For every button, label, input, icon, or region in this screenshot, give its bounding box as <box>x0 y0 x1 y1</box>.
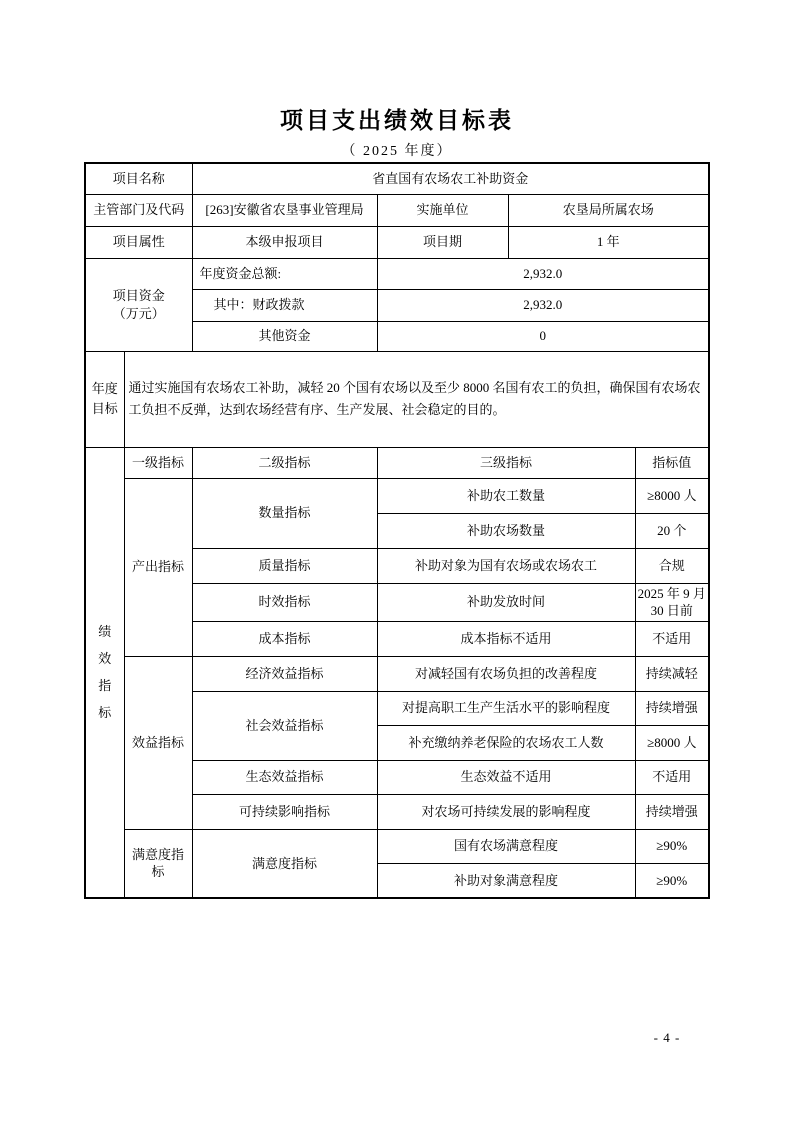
indicator-value: ≥8000 人 <box>635 725 709 760</box>
indicator-value: 持续增强 <box>635 794 709 829</box>
indicator-level3: 补助对象满意程度 <box>377 863 635 898</box>
table-row <box>85 163 709 194</box>
indicator-value: 持续减轻 <box>635 656 709 691</box>
indicator-value: 不适用 <box>635 760 709 794</box>
indicator-level3: 补助农场数量 <box>377 513 635 548</box>
header-value: 指标值 <box>635 447 709 478</box>
table-row <box>85 226 709 258</box>
period-value: 1 年 <box>508 226 709 258</box>
indicator-level3: 补助发放时间 <box>377 583 635 621</box>
indicators-section-label-text: 绩效指标 <box>98 624 112 721</box>
indicator-level1: 产出指标 <box>124 478 192 656</box>
indicator-level2: 经济效益指标 <box>192 656 377 691</box>
indicator-value: 20 个 <box>635 513 709 548</box>
indicator-value: 持续增强 <box>635 691 709 725</box>
funds-fiscal-value: 2,932.0 <box>377 289 709 321</box>
attr-value: 本级申报项目 <box>192 226 377 258</box>
table-row <box>85 656 709 691</box>
funds-label <box>85 258 192 351</box>
table-row <box>85 258 709 289</box>
indicator-level2: 质量指标 <box>192 548 377 583</box>
funds-fiscal-label: 其中：财政拨款 <box>192 289 377 321</box>
indicator-value: ≥90% <box>635 829 709 863</box>
indicator-level2: 时效指标 <box>192 583 377 621</box>
indicator-level2: 数量指标 <box>192 478 377 548</box>
table-row <box>85 447 709 478</box>
annual-goal-label <box>85 351 124 447</box>
performance-target-table <box>84 162 710 899</box>
header-level3: 三级指标 <box>377 447 635 478</box>
funds-total-label: 年度资金总额: <box>192 258 377 289</box>
indicator-level3: 成本指标不适用 <box>377 621 635 656</box>
table-row <box>85 351 709 447</box>
indicator-level1: 效益指标 <box>124 656 192 829</box>
indicator-level3: 补助对象为国有农场或农场农工 <box>377 548 635 583</box>
indicator-level2: 满意度指标 <box>192 829 377 898</box>
funds-other-value: 0 <box>377 321 709 351</box>
indicator-level3: 补助农工数量 <box>377 478 635 513</box>
project-name-label: 项目名称 <box>85 163 192 194</box>
table-row <box>85 829 709 863</box>
indicator-level3: 生态效益不适用 <box>377 760 635 794</box>
indicator-value: 2025 年 9 月 30 日前 <box>635 583 709 621</box>
indicator-level3: 对提高职工生产生活水平的影响程度 <box>377 691 635 725</box>
dept-label: 主管部门及代码 <box>85 194 192 226</box>
indicator-level3: 对农场可持续发展的影响程度 <box>377 794 635 829</box>
indicator-value: ≥8000 人 <box>635 478 709 513</box>
funds-label-line2: （万元） <box>112 305 165 321</box>
indicator-level3: 国有农场满意程度 <box>377 829 635 863</box>
annual-goal-text: 通过实施国有农场农工补助，减轻 20 个国有农场以及至少 8000 名国有农工的负担，确保国有农场农工负担不反弹，达到农场经营有序、生产发展、社会稳定的目的。 <box>124 351 709 447</box>
dept-value: [263]安徽省农垦事业管理局 <box>192 194 377 226</box>
indicator-value: 合规 <box>635 548 709 583</box>
page-number: - 4 - <box>653 1030 681 1045</box>
attr-label: 项目属性 <box>85 226 192 258</box>
indicators-section-label <box>85 447 124 898</box>
impl-unit-label: 实施单位 <box>377 194 508 226</box>
indicator-level3: 对减轻国有农场负担的改善程度 <box>377 656 635 691</box>
project-name-value: 省直国有农场农工补助资金 <box>192 163 709 194</box>
page-title: 项目支出绩效目标表 <box>280 108 514 133</box>
funds-total-value: 2,932.0 <box>377 258 709 289</box>
indicator-level2: 生态效益指标 <box>192 760 377 794</box>
page-subtitle: （ 2025 年度） <box>341 144 453 159</box>
header-level1: 一级指标 <box>124 447 192 478</box>
indicator-level2: 社会效益指标 <box>192 691 377 760</box>
funds-other-label: 其他资金 <box>192 321 377 351</box>
header-level2: 二级指标 <box>192 447 377 478</box>
period-label: 项目期 <box>377 226 508 258</box>
annual-goal-label-text: 年度目标 <box>91 381 118 416</box>
indicator-value: ≥90% <box>635 863 709 898</box>
indicator-level3: 补充缴纳养老保险的农场农工人数 <box>377 725 635 760</box>
table-row <box>85 478 709 513</box>
indicator-level2: 可持续影响指标 <box>192 794 377 829</box>
table-row <box>85 194 709 226</box>
funds-label-line1: 项目资金 <box>112 287 165 303</box>
indicator-level2: 成本指标 <box>192 621 377 656</box>
indicator-value: 不适用 <box>635 621 709 656</box>
impl-unit-value: 农垦局所属农场 <box>508 194 709 226</box>
indicator-level1: 满意度指标 <box>124 829 192 898</box>
